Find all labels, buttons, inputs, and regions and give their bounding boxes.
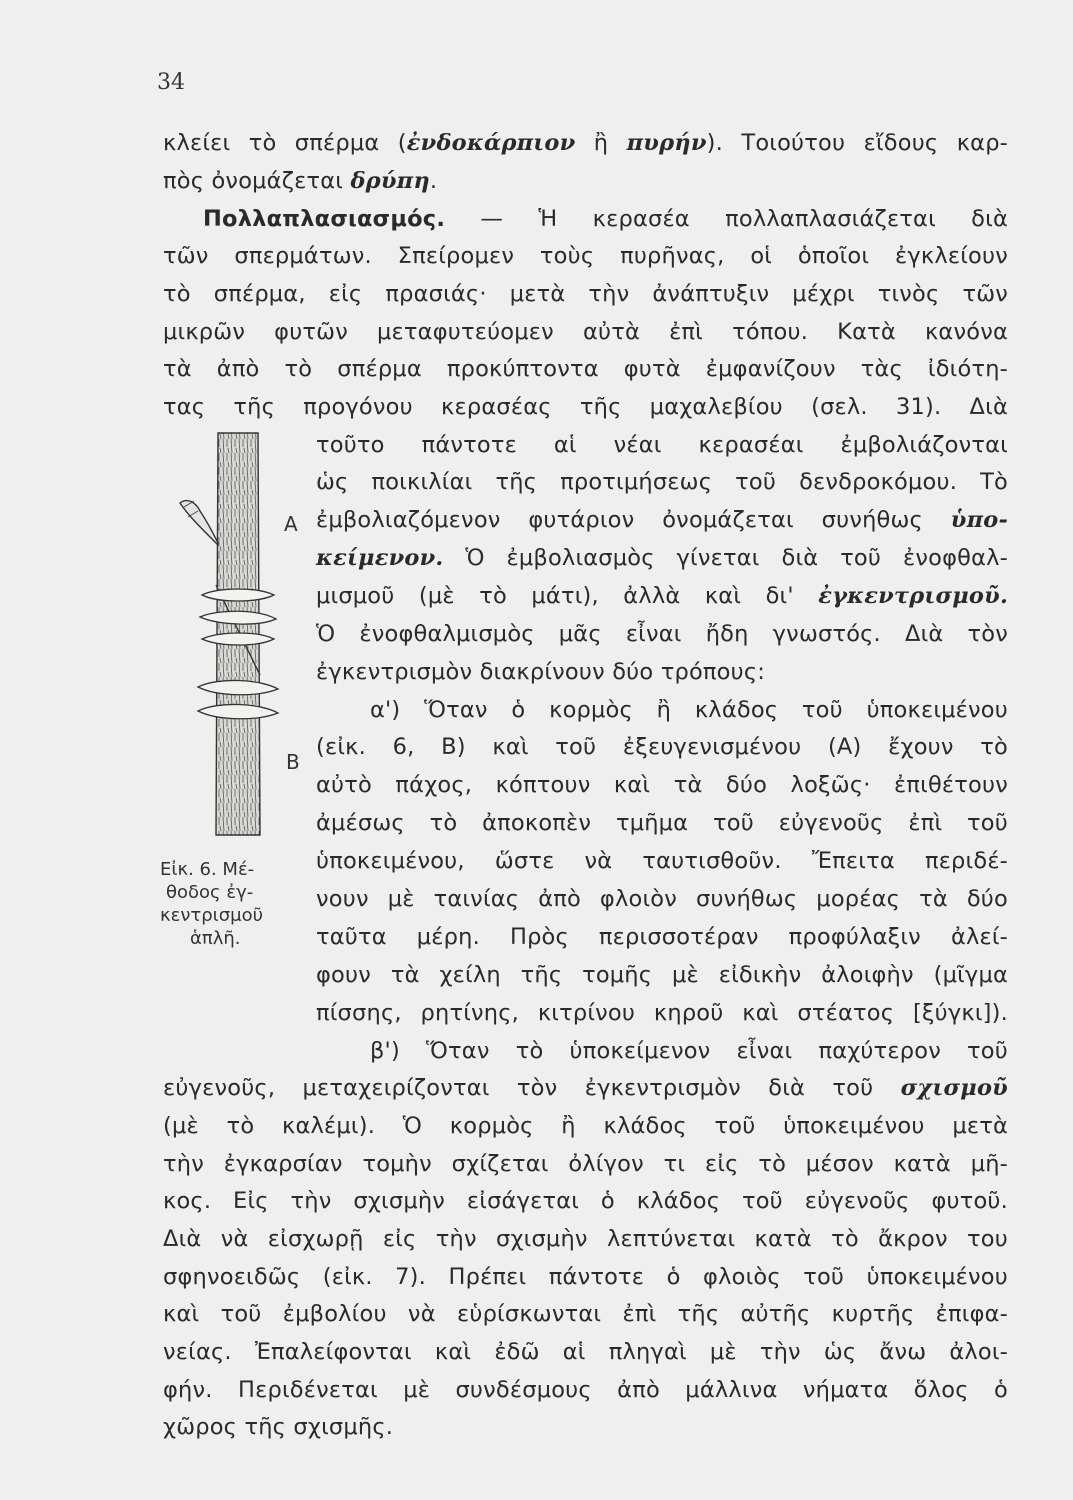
text-line: πίσσης, ρητίνης, κιτρίνου κηροῦ καὶ στέατος [ξύγκι]). <box>316 1000 1008 1026</box>
grafted-trunk-illustration <box>158 425 318 845</box>
text-line: νουν μὲ ταινίας ἀπὸ φλοιὸν συνήθως μορέας τὰ δύο <box>316 886 1008 912</box>
text-line: φουν τὰ χείλη τῆς τομῆς μὲ εἰδικὴν ἀλοιφὴν (μῖγμα <box>316 962 1008 988</box>
figure-label-b: Β <box>286 750 300 774</box>
text-line: αὐτὸ πάχος, κόπτουν καὶ τὰ δύο λοξῶς· ἐπιθέτουν <box>316 772 1008 798</box>
text-line: ὡς ποικιλίαι τῆς προτιμήσεως τοῦ δενδροκόμου. Τὸ <box>316 469 1008 495</box>
text-line: ὑποκειμένου, ὥστε νὰ ταυτισθοῦν. Ἔπειτα περιδέ- <box>316 848 1008 874</box>
text-line: κος. Εἰς τὴν σχισμὴν εἰσάγεται ὁ κλάδος τοῦ εὐγενοῦς φυτοῦ. <box>163 1188 1008 1214</box>
text-line: τας τῆς προγόνου κερασέας τῆς μαχαλεβίου (σελ. 31). Διὰ <box>163 394 1008 420</box>
text-line: τῶν σπερμάτων. Σπείρομεν τοὺς πυρῆνας, οἱ ὁποῖοι ἐγκλείουν <box>163 243 1008 269</box>
text-line: χῶρος τῆς σχισμῆς. <box>163 1414 394 1440</box>
text-line: ἀμέσως τὸ ἀποκοπὲν τμῆμα τοῦ εὐγενοῦς ἐπὶ τοῦ <box>316 810 1008 836</box>
text-line: κείμενον. Ὁ ἐμβολιασμὸς γίνεται διὰ τοῦ ἐνοφθαλ- <box>316 545 1008 571</box>
figure-caption: Εἰκ. 6. Μέ- θοδος ἐγ- κεντρισμοῦ ἁπλῆ. <box>160 859 264 949</box>
text-line: πὸς ὀνομάζεται δρύπη. <box>163 168 438 194</box>
text-line: Διὰ νὰ εἰσχωρῇ εἰς τὴν σχισμὴν λεπτύνεται κατὰ τὸ ἄκρον του <box>163 1226 1008 1252</box>
figure-label-a: Α <box>284 512 298 536</box>
text-line: ἐγκεντρισμὸν διακρίνουν δύο τρόπους: <box>316 659 766 685</box>
text-line: καὶ τοῦ ἐμβολίου νὰ εὑρίσκωνται ἐπὶ τῆς αὐτῆς κυρτῆς ἐπιφα- <box>163 1301 1008 1327</box>
text-line: Πολλαπλασιασμός. — Ἡ κερασέα πολλαπλασιάζεται διὰ <box>203 206 1008 232</box>
grafting-figure <box>158 425 318 845</box>
text-line: μικρῶν φυτῶν μεταφυτεύομεν αὐτὰ ἐπὶ τόπου. Κατὰ κανόνα <box>163 319 1008 345</box>
text-line: τὸ σπέρμα, εἰς πρασιάς· μετὰ τὴν ἀνάπτυξιν μέχρι τινὸς τῶν <box>163 281 1008 307</box>
text-line: τὴν ἐγκαρσίαν τομὴν σχίζεται ὀλίγον τι εἰς τὸ μέσον κατὰ μῆ- <box>163 1151 1008 1177</box>
text-line: τοῦτο πάντοτε αἱ νέαι κερασέαι ἐμβολιάζονται <box>316 432 1008 458</box>
text-line: νείας. Ἐπαλείφονται καὶ ἐδῶ αἱ πληγαὶ μὲ τὴν ὡς ἄνω ἀλοι- <box>163 1339 1008 1365</box>
text-line: β') Ὅταν τὸ ὑποκείμενον εἶναι παχύτερον τοῦ <box>370 1038 1008 1064</box>
text-line: (εἰκ. 6, Β) καὶ τοῦ ἐξευγενισμένου (Α) ἔχουν τὸ <box>316 734 1008 760</box>
text-line: φήν. Περιδένεται μὲ συνδέσμους ἀπὸ μάλλινα νήματα ὅλος ὁ <box>163 1377 1008 1403</box>
text-line: τὰ ἀπὸ τὸ σπέρμα προκύπτοντα φυτὰ ἐμφανίζουν τὰς ἰδιότη- <box>163 356 1008 382</box>
text-line: α') Ὅταν ὁ κορμὸς ἢ κλάδος τοῦ ὑποκειμένου <box>370 697 1008 723</box>
section-heading: Πολλαπλασιασμός. <box>203 206 446 232</box>
text-line: ἐμβολιαζόμενον φυτάριον ὀνομάζεται συνήθως ὑπο- <box>316 507 1008 533</box>
text-line: (μὲ τὸ καλέμι). Ὁ κορμὸς ἢ κλάδος τοῦ ὑποκειμένου μετὰ <box>163 1113 1008 1139</box>
text-line: ταῦτα μέρη. Πρὸς περισσοτέραν προφύλαξιν ἀλεί- <box>316 924 1008 950</box>
text-line: σφηνοειδῶς (εἰκ. 7). Πρέπει πάντοτε ὁ φλοιὸς τοῦ ὑποκειμένου <box>163 1264 1008 1290</box>
text-line: Ὁ ἐνοφθαλμισμὸς μᾶς εἶναι ἤδη γνωστός. Διὰ τὸν <box>316 621 1008 647</box>
text-line: κλείει τὸ σπέρμα (ἐνδοκάρπιον ἢ πυρήν). Τοιούτου εἴδους καρ- <box>163 130 1009 156</box>
page-number: 34 <box>157 70 185 95</box>
text-line: μισμοῦ (μὲ τὸ μάτι), ἀλλὰ καὶ δι' ἐγκεντρισμοῦ. <box>316 583 1008 609</box>
text-line: εὐγενοῦς, μεταχειρίζονται τὸν ἐγκεντρισμὸν διὰ τοῦ σχισμοῦ <box>163 1075 1008 1101</box>
